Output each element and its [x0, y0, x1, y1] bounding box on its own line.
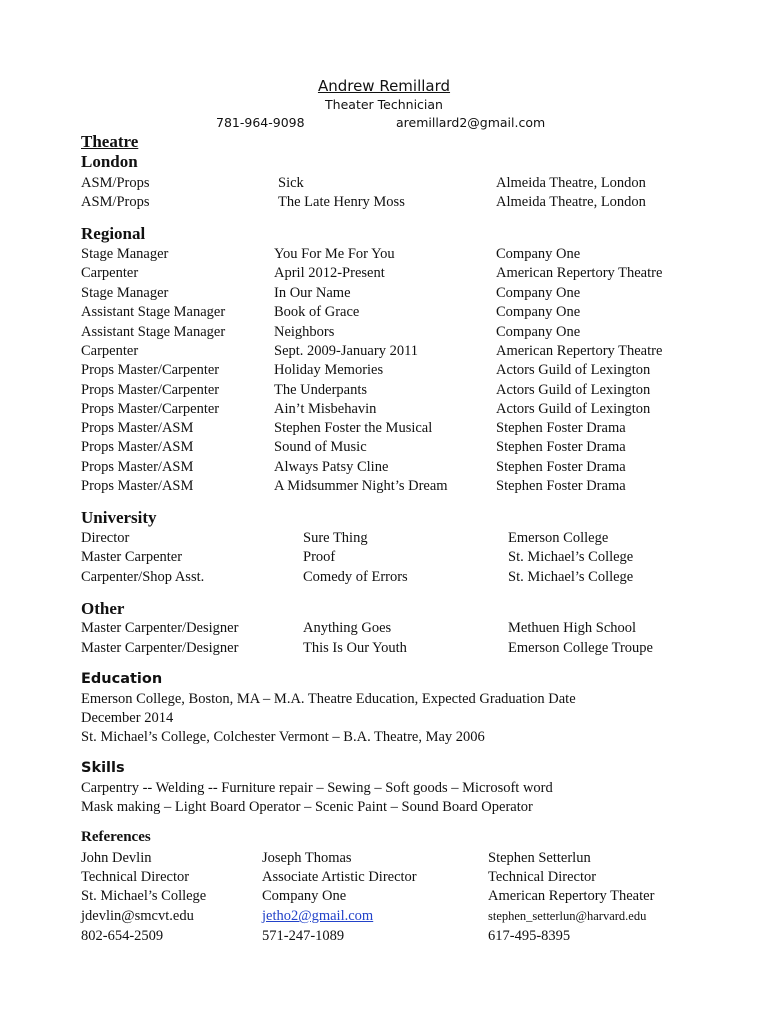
subsection-heading-other: Other: [81, 599, 125, 618]
credit-row: [0, 284, 768, 303]
credit-role: Stage Manager: [81, 285, 169, 301]
credit-venue: Actors Guild of Lexington: [496, 362, 651, 378]
reference-email: jdevlin@smcvt.edu: [81, 908, 194, 924]
credit-venue: Stephen Foster Drama: [496, 459, 626, 475]
credit-row: [0, 639, 768, 658]
credit-show: The Late Henry Moss: [278, 194, 405, 210]
reference-org: St. Michael’s College: [81, 888, 207, 904]
credit-show: The Underpants: [274, 382, 368, 398]
skills-line: Carpentry -- Welding -- Furniture repair – Sewing – Soft goods – Microsoft word: [81, 780, 553, 796]
credit-venue: Emerson College: [508, 530, 609, 546]
credit-show: Stephen Foster the Musical: [274, 420, 433, 436]
credit-row: [0, 381, 768, 400]
credit-venue: Stephen Foster Drama: [496, 439, 626, 455]
reference-title: Associate Artistic Director: [262, 869, 417, 885]
credit-show: You For Me For You: [274, 246, 395, 262]
credit-role: Props Master/Carpenter: [81, 401, 220, 417]
credit-row: [0, 264, 768, 283]
reference-phone: 571-247-1089: [262, 928, 345, 944]
credit-role: Props Master/ASM: [81, 439, 194, 455]
subsection-heading-university: University: [81, 508, 157, 527]
credit-venue: Methuen High School: [508, 620, 637, 636]
credit-role: Carpenter: [81, 265, 139, 281]
reference-org: American Repertory Theater: [488, 888, 655, 904]
credit-role: Master Carpenter: [81, 549, 183, 565]
section-heading-skills: Skills: [81, 760, 125, 776]
reference-row-email: [0, 907, 768, 926]
credit-show: April 2012-Present: [274, 265, 385, 281]
credit-role: ASM/Props: [81, 175, 150, 191]
credit-venue: Company One: [496, 246, 581, 262]
credit-row: [0, 400, 768, 419]
reference-row-phone: [0, 927, 768, 946]
section-heading-references: References: [81, 829, 151, 845]
credit-show: Sound of Music: [274, 439, 367, 455]
reference-org: Company One: [262, 888, 347, 904]
credit-row: [0, 568, 768, 587]
credit-show: In Our Name: [274, 285, 351, 301]
credit-row: [0, 619, 768, 638]
reference-phone: 802-654-2509: [81, 928, 164, 944]
credit-role: Master Carpenter/Designer: [81, 640, 239, 656]
credit-role: Stage Manager: [81, 246, 169, 262]
education-line: Emerson College, Boston, MA – M.A. Theatre Education, Expected Graduation Date: [81, 691, 576, 707]
credit-venue: Company One: [496, 324, 581, 340]
reference-name: Stephen Setterlun: [488, 850, 591, 866]
reference-row-name: [0, 849, 768, 868]
credit-show: Sept. 2009-January 2011: [274, 343, 419, 359]
credit-row: [0, 323, 768, 342]
reference-row-org: [0, 887, 768, 906]
credit-show: A Midsummer Night’s Dream: [274, 478, 448, 494]
reference-name: John Devlin: [81, 850, 152, 866]
credit-venue: Emerson College Troupe: [508, 640, 653, 656]
credit-venue: St. Michael’s College: [508, 549, 634, 565]
credit-venue: St. Michael’s College: [508, 569, 634, 585]
credit-role: Props Master/ASM: [81, 459, 194, 475]
credit-role: Carpenter: [81, 343, 139, 359]
credit-venue: Actors Guild of Lexington: [496, 401, 651, 417]
credit-role: Props Master/ASM: [81, 420, 194, 436]
section-heading-education: Education: [81, 671, 163, 687]
education-line: December 2014: [81, 710, 174, 726]
credit-venue: Stephen Foster Drama: [496, 420, 626, 436]
credit-role: ASM/Props: [81, 194, 150, 210]
credit-show: Comedy of Errors: [303, 569, 408, 585]
contact-email: aremillard2@gmail.com: [396, 115, 546, 130]
contact-phone: 781-964-9098: [216, 115, 305, 130]
reference-title: Technical Director: [81, 869, 190, 885]
credit-venue: Stephen Foster Drama: [496, 478, 626, 494]
credit-role: Props Master/Carpenter: [81, 362, 220, 378]
credit-row: [0, 477, 768, 496]
credit-row: [0, 548, 768, 567]
credit-show: This Is Our Youth: [303, 640, 407, 656]
credit-row: [0, 245, 768, 264]
credit-venue: Almeida Theatre, London: [496, 194, 646, 210]
credit-row: [0, 419, 768, 438]
credit-show: Neighbors: [274, 324, 335, 340]
credit-role: Director: [81, 530, 130, 546]
credit-show: Sure Thing: [303, 530, 368, 546]
candidate-title: Theater Technician: [325, 97, 443, 112]
contact-line: [0, 114, 768, 134]
credit-show: Book of Grace: [274, 304, 360, 320]
reference-email: stephen_setterlun@harvard.edu: [488, 909, 647, 923]
candidate-name: Andrew Remillard: [317, 77, 451, 95]
credit-role: Master Carpenter/Designer: [81, 620, 239, 636]
credit-show: Sick: [278, 175, 304, 191]
credit-show: Holiday Memories: [274, 362, 384, 378]
credit-show: Proof: [303, 549, 336, 565]
credit-role: Props Master/Carpenter: [81, 382, 220, 398]
reference-title: Technical Director: [488, 869, 597, 885]
education-line: St. Michael’s College, Colchester Vermont – B.A. Theatre, May 2006: [81, 729, 485, 745]
section-heading-theatre: Theatre: [81, 132, 139, 151]
credit-row: [0, 174, 768, 193]
credit-role: Assistant Stage Manager: [81, 324, 226, 340]
credit-row: [0, 438, 768, 457]
credit-show: Ain’t Misbehavin: [274, 401, 377, 417]
credit-show: Always Patsy Cline: [274, 459, 389, 475]
credit-role: Carpenter/Shop Asst.: [81, 569, 205, 585]
reference-row-title: [0, 868, 768, 887]
credit-role: Assistant Stage Manager: [81, 304, 226, 320]
credit-role: Props Master/ASM: [81, 478, 194, 494]
credit-row: [0, 342, 768, 361]
credit-venue: Actors Guild of Lexington: [496, 382, 651, 398]
credit-venue: Almeida Theatre, London: [496, 175, 646, 191]
subsection-heading-london: London: [81, 152, 138, 171]
credit-row: [0, 458, 768, 477]
credit-venue: Company One: [496, 285, 581, 301]
credit-venue: American Repertory Theatre: [496, 265, 663, 281]
credit-row: [0, 529, 768, 548]
reference-name: Joseph Thomas: [262, 850, 352, 866]
credit-row: [0, 193, 768, 212]
credit-show: Anything Goes: [303, 620, 392, 636]
credit-row: [0, 303, 768, 322]
credit-venue: Company One: [496, 304, 581, 320]
credit-row: [0, 361, 768, 380]
resume-header: [0, 76, 768, 134]
reference-email-link[interactable]: jetho2@gmail.com: [262, 908, 374, 924]
credit-venue: American Repertory Theatre: [496, 343, 663, 359]
subsection-heading-regional: Regional: [81, 224, 146, 243]
skills-line: Mask making – Light Board Operator – Scenic Paint – Sound Board Operator: [81, 799, 533, 815]
reference-phone: 617-495-8395: [488, 928, 571, 944]
